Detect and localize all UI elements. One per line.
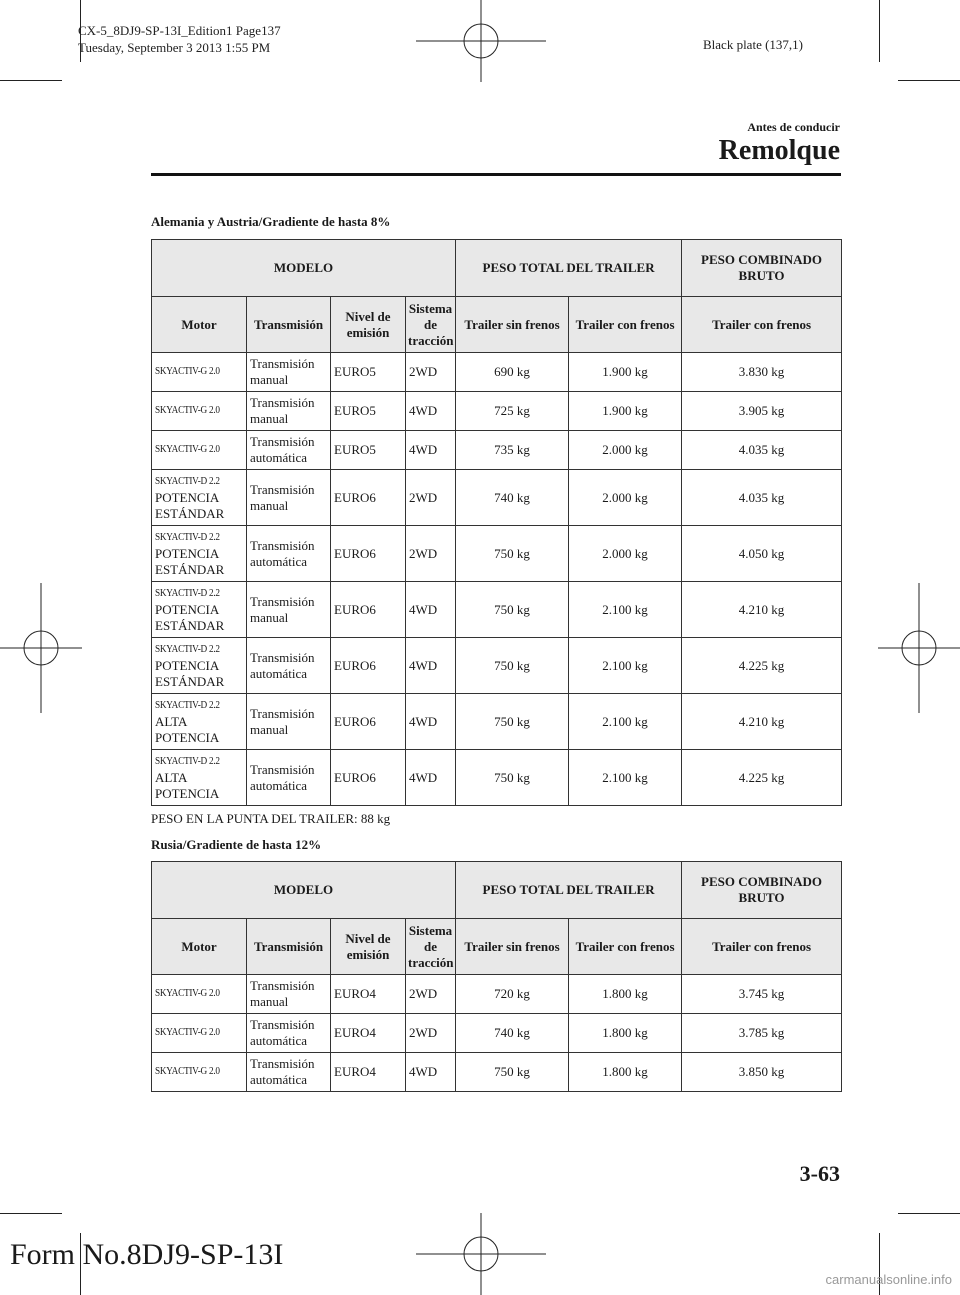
crop-mark (0, 80, 62, 81)
motor-power-level: ALTA POTENCIA (155, 713, 220, 745)
cell-traccion: 4WD (406, 1053, 456, 1092)
cell-transmision: Transmisión automática (247, 1014, 331, 1053)
cell-motor (152, 392, 247, 431)
cell-trailer-sin-frenos: 750 kg (456, 638, 569, 694)
cell-traccion: 2WD (406, 353, 456, 392)
cell-trailer-sin-frenos: 740 kg (456, 470, 569, 526)
cell-transmision: Transmisión automática (247, 750, 331, 806)
header-peso-combinado: PESO COMBINADO BRUTO (682, 240, 842, 297)
col-gross-trailer-con-frenos: Trailer con frenos (682, 919, 842, 975)
table1-body (152, 353, 842, 806)
cell-trailer-con-frenos: 1.800 kg (569, 1053, 682, 1092)
table-row (152, 1014, 842, 1053)
cell-emision: EURO6 (331, 526, 406, 582)
col-transmision: Transmisión (247, 919, 331, 975)
cell-transmision: Transmisión automática (247, 526, 331, 582)
cell-peso-combinado: 4.035 kg (682, 431, 842, 470)
cell-trailer-sin-frenos: 725 kg (456, 392, 569, 431)
cell-emision: EURO6 (331, 750, 406, 806)
cell-trailer-sin-frenos: 740 kg (456, 1014, 569, 1053)
cell-trailer-sin-frenos: 750 kg (456, 750, 569, 806)
motor-code: SKYACTIV-G 2.0 (155, 444, 220, 455)
col-trailer-sin-frenos: Trailer sin frenos (456, 297, 569, 353)
cell-peso-combinado: 3.830 kg (682, 353, 842, 392)
cell-trailer-con-frenos: 1.900 kg (569, 392, 682, 431)
header-modelo: MODELO (152, 240, 456, 297)
cell-traccion: 2WD (406, 1014, 456, 1053)
col-emision: Nivel de emisión (331, 297, 406, 353)
cell-trailer-sin-frenos: 720 kg (456, 975, 569, 1014)
cell-motor (152, 638, 247, 694)
col-motor: Motor (152, 297, 247, 353)
cell-traccion: 2WD (406, 975, 456, 1014)
spec-table-russia (151, 861, 842, 1092)
cell-emision: EURO5 (331, 392, 406, 431)
cell-emision: EURO6 (331, 470, 406, 526)
cell-motor (152, 975, 247, 1014)
header-peso-total: PESO TOTAL DEL TRAILER (456, 240, 682, 297)
cell-trailer-con-frenos: 2.100 kg (569, 638, 682, 694)
table-row (152, 392, 842, 431)
motor-code: SKYACTIV-D 2.2 (155, 531, 220, 543)
section-title: Remolque (718, 135, 840, 166)
cell-trailer-sin-frenos: 750 kg (456, 694, 569, 750)
cell-peso-combinado: 3.850 kg (682, 1053, 842, 1092)
cell-transmision: Transmisión manual (247, 582, 331, 638)
cell-trailer-sin-frenos: 690 kg (456, 353, 569, 392)
header-rule (151, 173, 841, 176)
motor-code: SKYACTIV-D 2.2 (155, 643, 220, 655)
registration-mark-left (0, 583, 82, 713)
cell-peso-combinado: 3.745 kg (682, 975, 842, 1014)
cell-peso-combinado: 4.035 kg (682, 470, 842, 526)
cell-motor (152, 526, 247, 582)
motor-code: SKYACTIV-D 2.2 (155, 475, 220, 487)
cell-peso-combinado: 3.785 kg (682, 1014, 842, 1053)
cell-peso-combinado: 4.050 kg (682, 526, 842, 582)
cell-traccion: 4WD (406, 638, 456, 694)
cell-trailer-con-frenos: 2.100 kg (569, 750, 682, 806)
table-row (152, 470, 842, 526)
cell-emision: EURO4 (331, 1053, 406, 1092)
cell-trailer-con-frenos: 2.100 kg (569, 582, 682, 638)
cell-trailer-con-frenos: 1.900 kg (569, 353, 682, 392)
motor-code: SKYACTIV-D 2.2 (155, 587, 220, 599)
table1-caption: Alemania y Austria/Gradiente de hasta 8% (151, 214, 391, 229)
form-number: Form No.8DJ9-SP-13I (10, 1238, 284, 1271)
cell-emision: EURO6 (331, 582, 406, 638)
col-trailer-con-frenos: Trailer con frenos (569, 919, 682, 975)
registration-mark-bottom (416, 1213, 546, 1295)
col-motor: Motor (152, 919, 247, 975)
cell-trailer-sin-frenos: 750 kg (456, 582, 569, 638)
cell-traccion: 4WD (406, 392, 456, 431)
print-meta-date: Tuesday, September 3 2013 1:55 PM (78, 40, 271, 55)
cell-transmision: Transmisión automática (247, 1053, 331, 1092)
motor-code: SKYACTIV-G 2.0 (155, 1027, 220, 1038)
print-meta-file: CX-5_8DJ9-SP-13I_Edition1 Page137 (78, 23, 281, 38)
crop-mark (0, 1213, 62, 1214)
table-row (152, 975, 842, 1014)
table-row (152, 638, 842, 694)
motor-code: SKYACTIV-D 2.2 (155, 699, 220, 711)
cell-transmision: Transmisión manual (247, 353, 331, 392)
table-row (152, 750, 842, 806)
cell-emision: EURO6 (331, 638, 406, 694)
cell-trailer-con-frenos: 2.000 kg (569, 431, 682, 470)
watermark: carmanualsonline.info (825, 1272, 952, 1287)
cell-motor (152, 353, 247, 392)
cell-transmision: Transmisión manual (247, 694, 331, 750)
cell-traccion: 4WD (406, 431, 456, 470)
cell-emision: EURO5 (331, 353, 406, 392)
cell-transmision: Transmisión manual (247, 975, 331, 1014)
cell-traccion: 2WD (406, 470, 456, 526)
cell-trailer-sin-frenos: 750 kg (456, 1053, 569, 1092)
motor-code: SKYACTIV-G 2.0 (155, 366, 220, 377)
table-row (152, 582, 842, 638)
col-trailer-con-frenos: Trailer con frenos (569, 297, 682, 353)
cell-motor (152, 750, 247, 806)
registration-mark-right (878, 583, 960, 713)
cell-traccion: 4WD (406, 582, 456, 638)
header-peso-total: PESO TOTAL DEL TRAILER (456, 862, 682, 919)
cell-transmision: Transmisión automática (247, 638, 331, 694)
table2-body (152, 975, 842, 1092)
motor-code: SKYACTIV-G 2.0 (155, 405, 220, 416)
page-number: 3-63 (799, 1161, 840, 1186)
cell-trailer-con-frenos: 1.800 kg (569, 1014, 682, 1053)
motor-power-level: ALTA POTENCIA (155, 769, 220, 801)
cell-transmision: Transmisión automática (247, 431, 331, 470)
cell-motor (152, 470, 247, 526)
col-gross-trailer-con-frenos: Trailer con frenos (682, 297, 842, 353)
cell-motor (152, 1014, 247, 1053)
crop-mark (898, 1213, 960, 1214)
table-row (152, 431, 842, 470)
cell-peso-combinado: 4.210 kg (682, 582, 842, 638)
print-metadata (78, 22, 281, 56)
cell-motor (152, 694, 247, 750)
cell-motor (152, 1053, 247, 1092)
cell-emision: EURO4 (331, 1014, 406, 1053)
header-peso-combinado: PESO COMBINADO BRUTO (682, 862, 842, 919)
col-trailer-sin-frenos: Trailer sin frenos (456, 919, 569, 975)
motor-power-level: POTENCIA ESTÁNDAR (155, 657, 225, 689)
table-row (152, 694, 842, 750)
motor-power-level: POTENCIA ESTÁNDAR (155, 489, 225, 521)
cell-traccion: 2WD (406, 526, 456, 582)
cell-emision: EURO5 (331, 431, 406, 470)
cell-trailer-con-frenos: 1.800 kg (569, 975, 682, 1014)
crop-mark (898, 80, 960, 81)
cell-transmision: Transmisión manual (247, 392, 331, 431)
cell-traccion: 4WD (406, 694, 456, 750)
cell-trailer-con-frenos: 2.000 kg (569, 526, 682, 582)
cell-transmision: Transmisión manual (247, 470, 331, 526)
cell-traccion: 4WD (406, 750, 456, 806)
cell-emision: EURO4 (331, 975, 406, 1014)
registration-mark-top (416, 0, 546, 82)
col-emision: Nivel de emisión (331, 919, 406, 975)
motor-power-level: POTENCIA ESTÁNDAR (155, 545, 225, 577)
col-traccion: Sistema de tracción (406, 919, 456, 975)
table-row (152, 1053, 842, 1092)
tongue-weight-note: PESO EN LA PUNTA DEL TRAILER: 88 kg (151, 811, 391, 826)
crop-mark (879, 0, 880, 62)
cell-trailer-sin-frenos: 750 kg (456, 526, 569, 582)
header-modelo: MODELO (152, 862, 456, 919)
motor-code: SKYACTIV-G 2.0 (155, 988, 220, 999)
col-traccion: Sistema de tracción (406, 297, 456, 353)
cell-peso-combinado: 3.905 kg (682, 392, 842, 431)
cell-peso-combinado: 4.210 kg (682, 694, 842, 750)
section-subtitle: Antes de conducir (747, 120, 840, 134)
cell-emision: EURO6 (331, 694, 406, 750)
motor-power-level: POTENCIA ESTÁNDAR (155, 601, 225, 633)
cell-peso-combinado: 4.225 kg (682, 750, 842, 806)
plate-label: Black plate (137,1) (703, 37, 803, 52)
cell-trailer-con-frenos: 2.100 kg (569, 694, 682, 750)
cell-motor (152, 582, 247, 638)
cell-peso-combinado: 4.225 kg (682, 638, 842, 694)
motor-code: SKYACTIV-G 2.0 (155, 1066, 220, 1077)
table-row (152, 526, 842, 582)
cell-trailer-con-frenos: 2.000 kg (569, 470, 682, 526)
cell-motor (152, 431, 247, 470)
spec-table-germany-austria (151, 239, 842, 806)
col-transmision: Transmisión (247, 297, 331, 353)
table2-caption: Rusia/Gradiente de hasta 12% (151, 837, 322, 852)
cell-trailer-sin-frenos: 735 kg (456, 431, 569, 470)
motor-code: SKYACTIV-D 2.2 (155, 755, 220, 767)
table-row (152, 353, 842, 392)
